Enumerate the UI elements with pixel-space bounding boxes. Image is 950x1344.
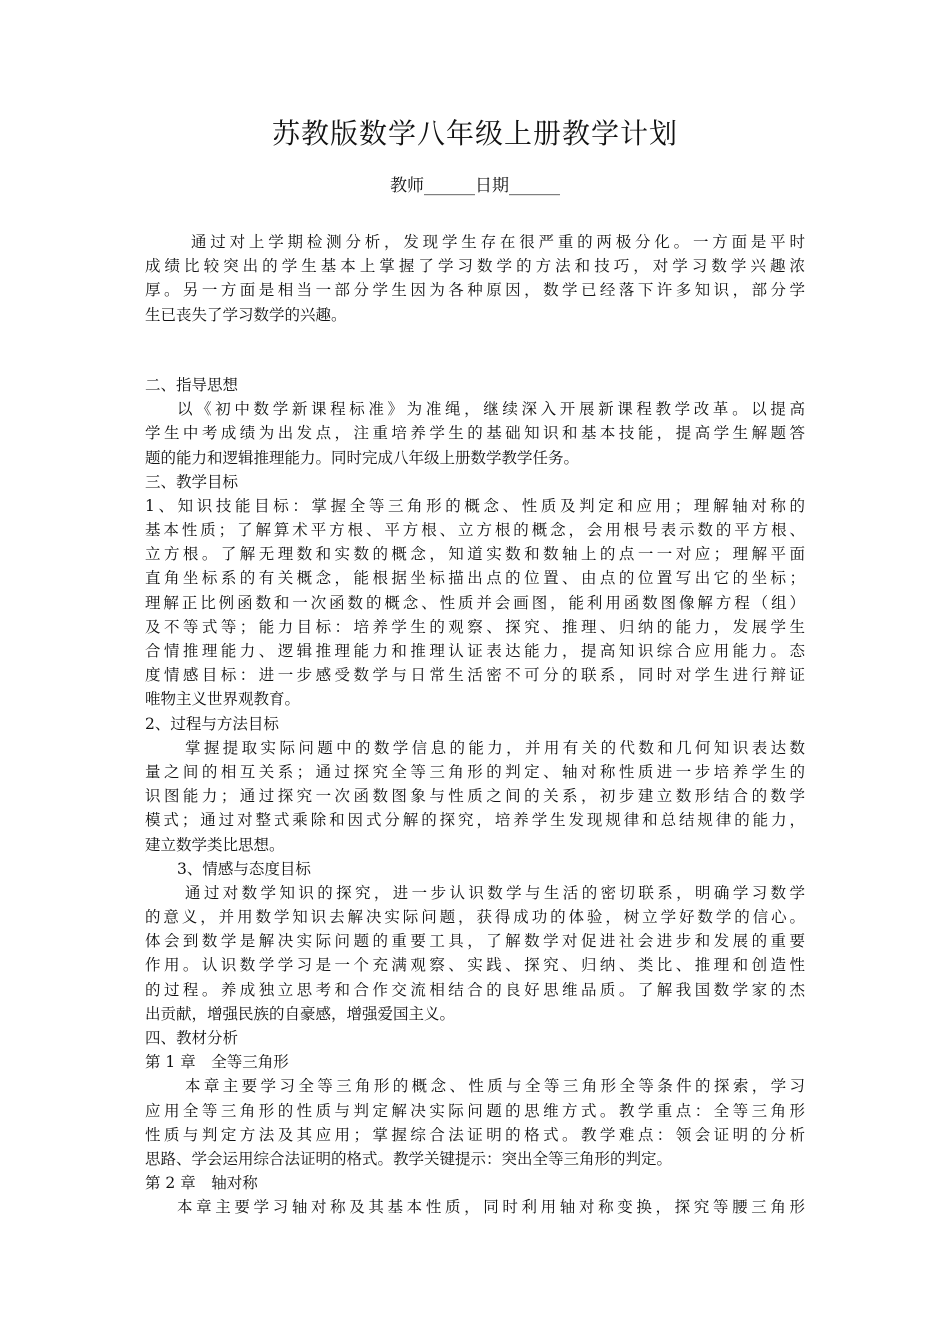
text-line: 基本性质；了解算术平方根、平方根、立方根的概念，会用根号表示数的平方根、 <box>145 521 805 540</box>
document-body <box>145 230 805 1220</box>
text-line: 题的能力和逻辑推理能力。同时完成八年级上册数学教学任务。 <box>145 448 580 467</box>
text-line: 1、知识技能目标：掌握全等三角形的概念、性质及判定和应用；理解轴对称的 <box>145 496 805 515</box>
text-line: 的过程。养成独立思考和合作交流相结合的良好思维品质。了解我国数学家的杰 <box>145 980 805 999</box>
text-line: 识图能力；通过探究一次函数图象与性质之间的关系，初步建立数形结合的数学 <box>145 787 805 806</box>
blank-line <box>145 351 805 373</box>
text-line: 掌握提取实际问题中的数学信息的能力，并用有关的代数和几何知识表达数 <box>185 738 805 757</box>
text-line: 作用。认识数学学习是一个充满观察、实践、探究、归纳、类比、推理和创造性 <box>145 956 805 975</box>
document-title: 苏教版数学八年级上册教学计划 <box>271 117 678 150</box>
text-line: 立方根。了解无理数和实数的概念，知道实数和数轴上的点一一对应；理解平面 <box>145 545 805 564</box>
text-line: 思路、学会运用综合法证明的格式。教学关键提示：突出全等三角形的判定。 <box>145 1149 673 1168</box>
text-line: 性质与判定方法及其应用；掌握综合法证明的格式。教学难点：领会证明的分析 <box>145 1125 805 1144</box>
text-line: 唯物主义世界观教育。 <box>145 690 301 709</box>
subsection-heading: 3、情感与态度目标 <box>177 859 311 878</box>
text-line: 通过对数学知识的探究，进一步认识数学与生活的密切联系，明确学习数学 <box>185 883 805 902</box>
text-line: 合情推理能力、逻辑推理能力和推理认证表达能力，提高知识综合应用能力。态 <box>145 642 805 660</box>
section-heading: 三、教学目标 <box>145 472 239 491</box>
text-line: 量之间的相互关系；通过探究全等三角形的判定、轴对称性质进一步培养学生的 <box>145 762 805 781</box>
text-line: 学生中考成绩为出发点，注重培养学生的基础知识和基本技能，提高学生解题答 <box>145 424 805 443</box>
text-line: 成绩比较突出的学生基本上掌握了学习数学的方法和技巧，对学习数学兴趣浓 <box>145 257 805 276</box>
text-line: 模式；通过对整式乘除和因式分解的探究，培养学生发现规律和总结规律的能力， <box>145 811 805 830</box>
text-line: 建立数学类比思想。 <box>145 835 285 854</box>
document-subtitle: 教师______日期______ <box>390 176 560 196</box>
chapter-heading: 第 1 章 全等三角形 <box>145 1053 289 1072</box>
text-line: 以《初中数学新课程标准》为准绳，继续深入开展新课程教学改革。以提高 <box>177 400 805 419</box>
text-line: 的意义，并用数学知识去解决实际问题，获得成功的体验，树立学好数学的信心。 <box>145 908 805 927</box>
text-line: 本章主要学习全等三角形的概念、性质与全等三角形全等条件的探索，学习 <box>185 1077 805 1096</box>
text-line: 体会到数学是解决实际问题的重要工具，了解数学对促进社会进步和发展的重要 <box>145 932 805 951</box>
text-line: 应用全等三角形的性质与判定解决实际问题的思维方式。教学重点：全等三角形 <box>145 1101 805 1120</box>
text-line: 通过对上学期检测分析，发现学生存在很严重的两极分化。一方面是平时 <box>191 233 805 251</box>
text-line: 出贡献，增强民族的自豪感，增强爱国主义。 <box>145 1004 456 1023</box>
section-heading: 二、指导思想 <box>145 375 239 394</box>
chapter-heading: 第 2 章 轴对称 <box>145 1174 258 1193</box>
section-heading: 四、教材分析 <box>145 1029 239 1047</box>
subsection-heading: 2、过程与方法目标 <box>145 714 279 733</box>
text-line: 直角坐标系的有关概念，能根据坐标描出点的位置、由点的位置写出它的坐标； <box>145 569 805 588</box>
text-line: 本章主要学习轴对称及其基本性质，同时利用轴对称变换，探究等腰三角形 <box>177 1198 805 1217</box>
text-line: 及不等式等；能力目标：培养学生的观察、探究、推理、归纳的能力，发展学生 <box>145 617 805 636</box>
text-line: 度情感目标：进一步感受数学与日常生活密不可分的联系，同时对学生进行辩证 <box>145 666 805 685</box>
text-line: 厚。另一方面是相当一部分学生因为各种原因，数学已经落下许多知识，部分学 <box>145 281 805 300</box>
blank-line <box>145 327 805 351</box>
text-line: 理解正比例函数和一次函数的概念、性质并会画图，能利用函数图像解方程（组） <box>145 593 805 612</box>
text-line: 生已丧失了学习数学的兴趣。 <box>145 305 347 324</box>
